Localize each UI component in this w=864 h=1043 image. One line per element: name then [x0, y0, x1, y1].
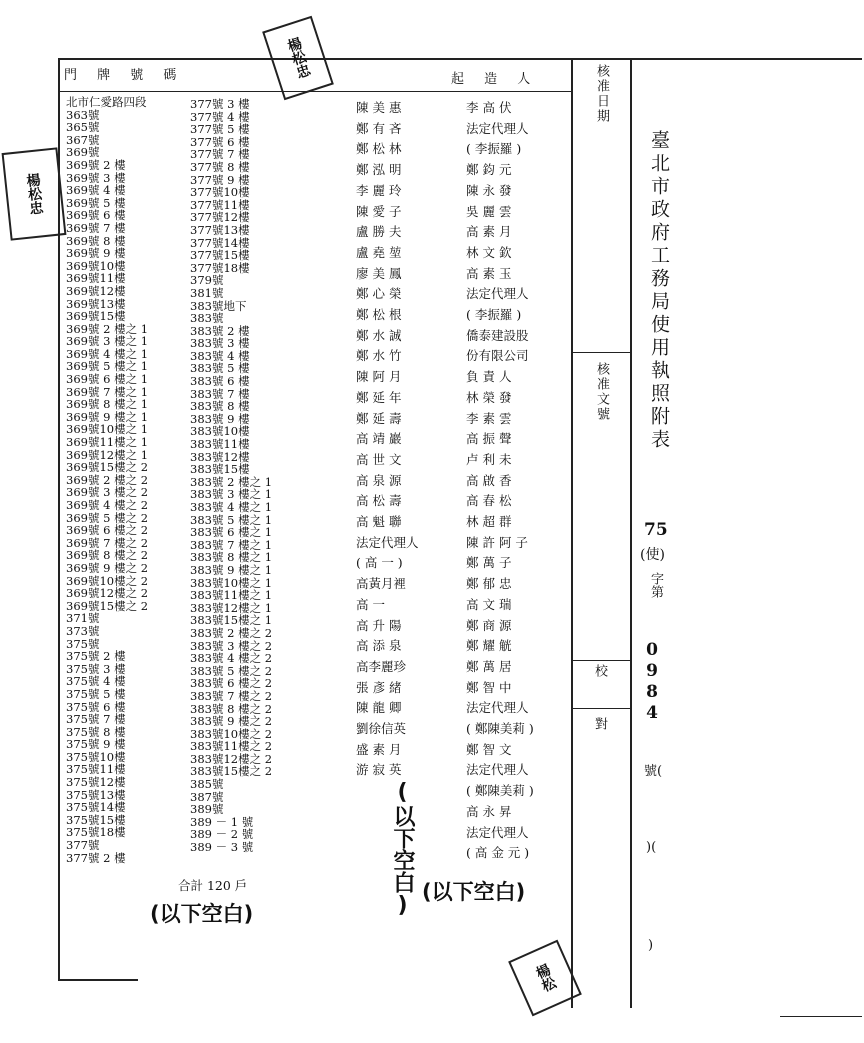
address-entry: 375號 4 樓: [66, 674, 126, 689]
builder-name-2: 法定代理人: [466, 762, 529, 778]
builder-name: 高 世 文: [356, 451, 402, 467]
address-entry: 369號12樓之 1: [66, 447, 149, 462]
address-entry: 375號12樓: [66, 775, 126, 790]
address-entry: 377號 6 樓: [190, 134, 250, 149]
builder-name: 盛 素 月: [356, 741, 402, 757]
address-entry: 387號: [190, 789, 224, 804]
address-entry: 369號11樓之 1: [66, 435, 149, 450]
address-entry: 369號 3 樓之 1: [66, 334, 149, 349]
builder-name: 法定代理人: [356, 534, 419, 550]
column-divider-2: [630, 58, 632, 1008]
address-entry: 377號 9 樓: [190, 172, 250, 187]
builder-name: 鄭 水 誠: [356, 327, 402, 343]
address-entry: 375號 2 樓: [66, 649, 126, 664]
address-entry: 375號 3 樓: [66, 661, 126, 676]
builder-name-2: 李 高 伏: [466, 100, 512, 115]
builder-name-2: 負 責 人: [466, 369, 512, 385]
frame-bottom-left: [58, 979, 138, 981]
address-entry: 389 － 2 號: [190, 827, 254, 842]
builder-name: 游 寂 英: [356, 762, 402, 778]
address-entry: 383號 2 樓之 2: [190, 625, 273, 640]
address-entry: 383號11樓之 1: [190, 588, 273, 603]
address-entry: 375號11樓: [66, 762, 126, 777]
builder-name: 鄭 水 竹: [356, 348, 402, 364]
address-entry: 369號 8 樓: [66, 233, 126, 248]
doc-mark: (使): [640, 547, 665, 563]
address-entry: 369號10樓之 2: [66, 573, 149, 588]
builder-name: 盧 勝 夫: [356, 224, 402, 240]
address-entry: 389 － 1 號: [190, 814, 254, 829]
address-entry: 383號 4 樓之 1: [190, 500, 273, 514]
address-entry: 383號12樓: [190, 449, 250, 464]
doc-hao: 號(: [644, 764, 663, 779]
builder-name: 陳 阿 月: [356, 369, 402, 385]
address-entry: 383號 9 樓: [190, 411, 250, 426]
builder-name-2: ( 鄭陳美莉 ): [466, 783, 534, 799]
address-entry: 363號: [66, 107, 100, 122]
address-entry: 373號: [66, 623, 100, 638]
address-entry: 369號12樓之 2: [66, 586, 149, 601]
builder-name-2: 法定代理人: [466, 700, 529, 716]
address-entry: 369號 9 樓之 2: [66, 560, 149, 575]
address-entry: 383號 6 樓: [190, 374, 250, 389]
builder-name: 李 麗 玲: [356, 182, 402, 198]
address-entry: 377號 4 樓: [190, 109, 250, 124]
builder-name: 張 彥 緒: [356, 679, 402, 695]
address-entry: 369號 3 樓: [66, 170, 126, 185]
doc-char: 字第: [648, 572, 663, 598]
address-entry: 375號 7 樓: [66, 712, 126, 727]
blank-note-right: (以下空白): [422, 880, 526, 904]
address-entry: 383號 3 樓之 1: [190, 487, 273, 502]
approval-doc-label: 核准文號: [594, 362, 609, 422]
builder-name-2: 林 榮 發: [466, 389, 512, 405]
builder-name: 高 泉 源: [356, 472, 402, 488]
address-entry: 383號15樓之 1: [190, 613, 273, 628]
address-list-2: [190, 98, 272, 854]
builder-name: 鄭 松 根: [356, 307, 402, 322]
address-entry: 369號12樓: [66, 283, 126, 298]
builder-name: 高 魁 聯: [356, 514, 402, 529]
address-entry: 377號 8 樓: [190, 159, 250, 174]
address-entry: 385號: [190, 777, 224, 792]
total-households: 合計 120 戶: [178, 878, 248, 893]
builder-name-2: 陳 永 發: [466, 182, 512, 198]
paren-b: ): [648, 938, 654, 953]
builder-name-2: 鄭 萬 子: [466, 555, 512, 571]
address-entry: 383號12樓之 1: [190, 600, 273, 615]
address-entry: 375號: [66, 636, 100, 651]
paren-a: )(: [646, 840, 657, 855]
builder-name-2: 僑泰建設股: [466, 327, 529, 343]
blank-note-left: (以下空白): [150, 902, 254, 926]
address-entry: 369號11樓: [66, 271, 126, 286]
address-entry: 383號 6 樓之 2: [190, 676, 273, 691]
address-entry: 369號 7 樓之 1: [66, 384, 149, 399]
address-entry: 377號 7 樓: [190, 147, 250, 162]
address-entry: 371號: [66, 611, 100, 626]
builder-name-2: 高 素 玉: [466, 265, 512, 281]
builder-name-2: 鄭 商 源: [466, 617, 512, 633]
address-entry: 383號 5 樓: [190, 361, 250, 376]
builder-name: 高李麗珍: [356, 658, 407, 674]
builder-name: 高黃月裡: [356, 576, 407, 592]
builder-name-2: 份有限公司: [466, 348, 529, 364]
address-entry: 375號 6 樓: [66, 699, 126, 714]
builder-list: [356, 98, 570, 878]
address-entry: 379號: [190, 273, 224, 288]
address-entry: 367號: [66, 132, 100, 147]
builder-name: 高 升 陽: [356, 617, 402, 633]
address-entry: 383號12樓之 2: [190, 751, 273, 766]
address-entry: 369號 4 樓: [66, 183, 126, 198]
address-entry: 383號 7 樓之 1: [190, 537, 273, 552]
address-entry: 377號 3 樓: [190, 97, 250, 111]
builder-name: 劉徐信英: [356, 721, 407, 736]
builder-name-2: 高 春 松: [466, 493, 512, 509]
builder-name: 鄭 松 林: [356, 141, 402, 157]
address-entry: 369號 8 樓之 1: [66, 397, 149, 412]
address-entry: 365號: [66, 120, 100, 135]
builder-name-2: 林 文 欽: [466, 244, 512, 260]
builder-name: 鄭 延 壽: [356, 410, 402, 426]
builder-name-2: 法定代理人: [466, 120, 529, 136]
address-entry: 369號 8 樓之 2: [66, 548, 149, 563]
address-entry: 377號11樓: [190, 197, 250, 212]
address-entry: 383號 8 樓: [190, 399, 250, 414]
address-entry: 383號 5 樓之 2: [190, 663, 273, 678]
builder-name: 鄭 心 榮: [356, 286, 402, 302]
address-entry: 383號 7 樓之 2: [190, 688, 273, 703]
address-entry: 377號18樓: [190, 260, 250, 275]
builder-name-2: ( 李振羅 ): [466, 307, 522, 322]
address-entry: 383號15樓之 2: [190, 764, 273, 779]
address-entry: 375號18樓: [66, 825, 126, 840]
address-entry: 383號11樓: [190, 437, 250, 452]
approval-date-label: 核准日期: [594, 64, 609, 124]
address-entry: 369號 7 樓之 2: [66, 535, 149, 550]
builder-name: 廖 美 鳳: [356, 265, 402, 281]
builder-name-2: 吳 麗 雲: [466, 203, 512, 219]
address-entry: 369號 4 樓之 2: [66, 498, 149, 512]
address-entry: 369號 4 樓之 1: [66, 346, 149, 361]
address-entry: 375號14樓: [66, 800, 126, 815]
address-entry: 377號15樓: [190, 248, 250, 263]
doc-serial: 0984: [642, 640, 662, 724]
address-entry: 383號 3 樓之 2: [190, 638, 273, 653]
builder-name-2: 鄭 郁 忠: [466, 576, 512, 592]
builder-name: 陳 美 惠: [356, 100, 402, 115]
seal-stamp-bottom: 楊松: [508, 940, 582, 1017]
builder-name-2: 卢 利 未: [466, 451, 512, 467]
address-entry: 369號 5 樓: [66, 195, 126, 210]
address-entry: 369號 6 樓之 2: [66, 523, 149, 538]
builder-name: 高 一: [356, 596, 385, 612]
builder-name: 鄭 延 年: [356, 389, 402, 405]
address-entry: 381號: [190, 285, 224, 300]
builder-name-2: 鄭 智 文: [466, 741, 512, 757]
builder-name-2: 林 超 群: [466, 514, 512, 529]
address-entry: 383號地下: [190, 298, 247, 313]
address-entry: 383號 2 樓: [190, 323, 250, 338]
address-entry: 369號 9 樓之 1: [66, 409, 149, 424]
builder-name-2: ( 高 金 元 ): [466, 845, 530, 861]
address-entry: 369號15樓: [66, 309, 126, 324]
address-entry: 383號10樓之 1: [190, 575, 273, 590]
address-entry: 369號15樓之 2: [66, 598, 149, 613]
builder-name: 高 松 壽: [356, 493, 402, 509]
builder-name-2: 鄭 鈞 元: [466, 162, 512, 178]
builder-name: 鄭 有 吝: [356, 120, 402, 136]
builder-name-2: 高 素 月: [466, 224, 512, 240]
address-entry: 北市仁愛路四段: [66, 95, 147, 109]
address-entry: 369號: [66, 145, 100, 160]
address-entry: 377號12樓: [190, 210, 250, 225]
address-entry: 389號: [190, 802, 224, 817]
address-entry: 383號 2 樓之 1: [190, 474, 273, 489]
builder-name: 陳 龍 卿: [356, 700, 402, 716]
builder-name-2: 法定代理人: [466, 824, 529, 840]
builder-name-2: ( 鄭陳美莉 ): [466, 721, 534, 736]
side-divider-a: [571, 352, 631, 353]
document-title: 臺北市政府工務局使用執照附表: [648, 130, 670, 452]
address-entry: 383號 4 樓之 2: [190, 651, 273, 666]
address-entry: 369號 9 樓: [66, 246, 126, 261]
address-entry: 383號 8 樓之 1: [190, 550, 273, 565]
address-entry: 369號 2 樓之 2: [66, 472, 149, 487]
doc-number: 75: [644, 520, 668, 540]
check-label: 校對: [592, 664, 607, 770]
address-entry: 383號: [190, 311, 224, 326]
address-entry: 375號13樓: [66, 787, 126, 802]
builder-name-2: 鄭 耀 觥: [466, 638, 512, 654]
address-entry: 383號 9 樓之 1: [190, 562, 273, 577]
builder-name: 高 添 泉: [356, 638, 402, 654]
builder-name-2: 陳 許 阿 子: [466, 534, 528, 550]
builder-name: 高 靖 巖: [356, 431, 402, 447]
column-divider-1: [571, 58, 573, 1008]
address-entry: 375號15樓: [66, 812, 126, 827]
blank-note-middle: (以下空白): [390, 780, 415, 918]
address-entry: 369號 6 樓之 1: [66, 372, 149, 387]
address-entry: 369號 3 樓之 2: [66, 485, 149, 500]
address-entry: 369號 5 樓之 1: [66, 359, 149, 374]
builder-name-2: 李 素 雲: [466, 410, 512, 426]
builder-name-2: 法定代理人: [466, 286, 529, 302]
address-entry: 377號 5 樓: [190, 122, 250, 137]
address-entry: 383號 6 樓之 1: [190, 525, 273, 540]
address-entry: 377號 2 樓: [66, 850, 126, 865]
address-entry: 389 － 3 號: [190, 840, 254, 855]
builder-name-2: 高 永 昇: [466, 803, 512, 819]
address-entry: 377號10樓: [190, 185, 250, 200]
address-entry: 369號 2 樓之 1: [66, 321, 149, 336]
doorplate-header: 門 牌 號 碼: [64, 68, 185, 83]
header-underline: [58, 91, 572, 92]
address-entry: 369號15樓之 2: [66, 460, 149, 475]
address-entry: 375號 8 樓: [66, 724, 126, 739]
address-entry: 383號 8 樓之 2: [190, 701, 273, 716]
builder-name-2: 鄭 萬 居: [466, 658, 512, 674]
address-entry: 369號10樓: [66, 258, 126, 273]
address-entry: 369號 2 樓: [66, 157, 126, 172]
builder-name: 盧 堯 堃: [356, 244, 402, 260]
builder-name-2: ( 李振羅 ): [466, 141, 522, 157]
builder-name: 陳 愛 子: [356, 203, 402, 219]
address-entry: 369號13樓: [66, 296, 126, 311]
address-entry: 383號10樓: [190, 424, 250, 439]
address-entry: 377號13樓: [190, 222, 250, 237]
seal-stamp-top: 楊松忠: [262, 16, 334, 101]
address-entry: 369號 7 樓: [66, 220, 126, 235]
address-entry: 369號 6 樓: [66, 208, 126, 223]
builder-name-2: 高 振 聲: [466, 431, 512, 447]
address-list-1: [66, 96, 148, 864]
address-entry: 383號 5 樓之 1: [190, 512, 273, 527]
address-entry: 375號 5 樓: [66, 686, 126, 701]
side-divider-b: [571, 660, 631, 661]
address-entry: 369號 5 樓之 2: [66, 510, 149, 525]
seal-stamp-left: 楊松忠: [2, 147, 67, 240]
address-entry: 369號10樓之 1: [66, 422, 149, 437]
builder-name-2: 高 啟 香: [466, 472, 512, 488]
frame-top: [58, 58, 862, 60]
address-entry: 383號15樓: [190, 462, 250, 477]
builder-name-2: 高 文 瑞: [466, 596, 512, 612]
address-entry: 383號 7 樓: [190, 386, 250, 401]
address-entry: 383號11樓之 2: [190, 739, 273, 754]
address-entry: 383號 9 樓之 2: [190, 714, 273, 729]
address-entry: 383號10樓之 2: [190, 726, 273, 741]
builder-header: 起 造 人: [451, 72, 539, 87]
address-entry: 375號10樓: [66, 749, 126, 764]
address-entry: 375號 9 樓: [66, 737, 126, 752]
builder-name: ( 高 一 ): [356, 555, 403, 571]
builder-name-2: 鄭 智 中: [466, 679, 512, 695]
builder-name: 鄭 泓 明: [356, 162, 402, 178]
address-entry: 377號14樓: [190, 235, 250, 250]
address-entry: 377號: [66, 838, 100, 853]
bottom-right-line: [780, 1016, 862, 1017]
address-entry: 383號 4 樓: [190, 348, 250, 363]
address-entry: 383號 3 樓: [190, 336, 250, 351]
